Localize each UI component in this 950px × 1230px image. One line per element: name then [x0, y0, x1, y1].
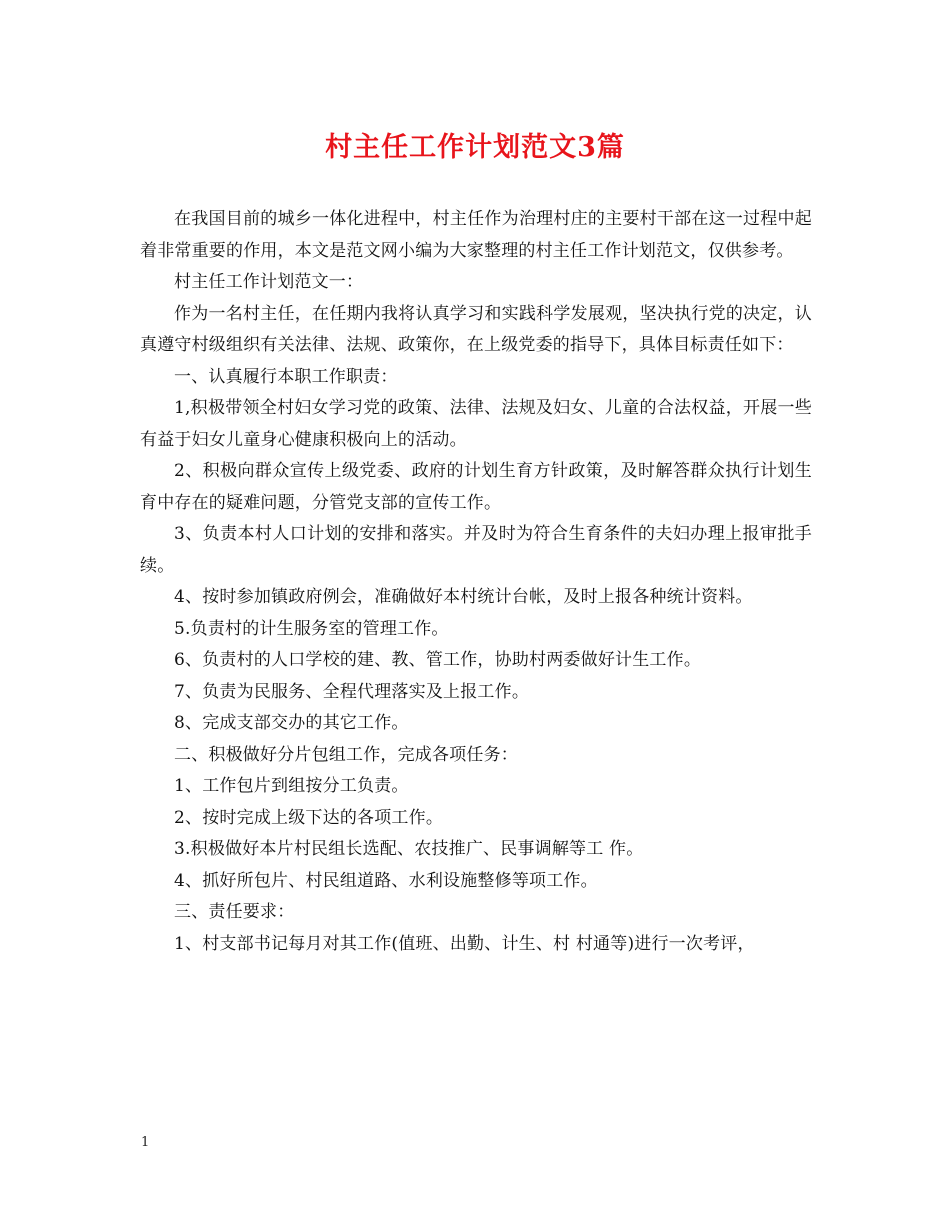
paragraph-item: 7、负责为民服务、全程代理落实及上报工作。 [174, 681, 530, 702]
paragraph-opening: 作为一名村主任，在任期内我将认真学习和实践科学发展观，坚决执行党的决定，认真遵守村级组织有关法律、法规、政策你，在上级党委的指导下，具体目标责任如下： [140, 303, 812, 355]
paragraph-item: 1、工作包片到组按分工负责。 [174, 776, 409, 796]
paragraph-item: 2、按时完成上级下达的各项工作。 [174, 807, 444, 828]
paragraph-section-three-heading: 三、责任要求： [174, 902, 295, 922]
paragraph-item: 1、村支部书记每月对其工作(值班、出勤、计生、村 村通等)进行一次考评， [174, 933, 755, 954]
document-title: 村主任工作计划范文3篇 [325, 132, 625, 163]
paragraph-intro: 在我国目前的城乡一体化进程中，村主任作为治理村庄的主要村干部在这一过程中起着非常重要的作用，本文是范文网小编为大家整理的村主任工作计划范文，仅供参考。 [140, 209, 812, 261]
paragraph-heading-sample-one: 村主任工作计划范文一： [174, 272, 364, 292]
paragraph-section-two-heading: 二、积极做好分片包组工作，完成各项任务： [174, 744, 518, 765]
paragraph-item: 4、按时参加镇政府例会，准确做好本村统计台帐，及时上报各种统计资料。 [174, 587, 753, 607]
paragraph-item: 2、积极向群众宣传上级党委、政府的计划生育方针政策，及时解答群众执行计划生育中存在的疑难问题，分管党支部的宣传工作。 [140, 461, 812, 513]
paragraph-item: 5.负责村的计生服务室的管理工作。 [174, 618, 449, 639]
document-body [140, 204, 812, 960]
paragraph-item: 1,积极带领全村妇女学习党的政策、法律、法规及妇女、儿童的合法权益，开展一些有益于妇女儿童身心健康积极向上的活动。 [140, 398, 812, 450]
paragraph-item: 8、完成支部交办的其它工作。 [174, 713, 409, 733]
paragraph-item: 6、负责村的人口学校的建、教、管工作，协助村两委做好计生工作。 [174, 650, 702, 670]
paragraph-item: 4、抓好所包片、村民组道路、水利设施整修等项工作。 [174, 870, 598, 891]
paragraph-section-one-heading: 一、认真履行本职工作职责： [174, 366, 398, 387]
page-number: 1 [141, 1135, 150, 1150]
paragraph-item: 3.积极做好本片村民组长选配、农技推广、民事调解等工 作。 [174, 839, 644, 859]
paragraph-item: 3、负责本村人口计划的安排和落实。并及时为符合生育条件的夫妇办理上报审批手续。 [140, 524, 812, 576]
